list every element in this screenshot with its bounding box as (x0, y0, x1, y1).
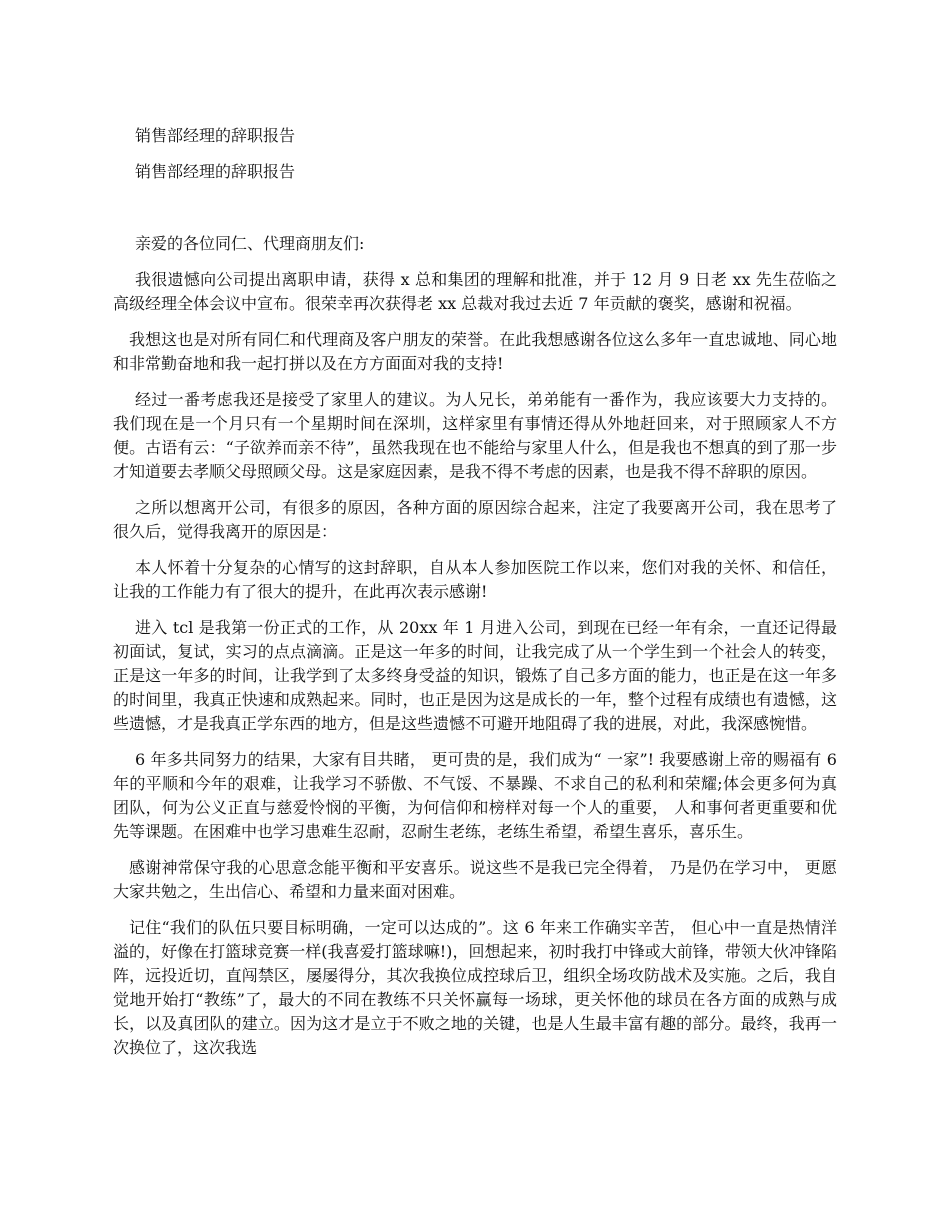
paragraph-3: 经过一番考虑我还是接受了家里人的建议。为人兄长，弟弟能有一番作为，我应该要大力支持的。我们现在是一个月只有一个星期时间在深圳，这样家里有事情还得从外地赶回来，对于照顾家人不方便。古语有云：“子欲养而亲不待”，虽然我现在也不能给与家里人什么，但是我也不想真的到了那一步才知道要去孝顺父母照顾父母。这是家庭因素，是我不得不考虑的因素，也是我不得不辞职的原因。 (113, 390, 837, 481)
paragraph-5: 本人怀着十分复杂的心情写的这封辞职，自从本人参加医院工作以来，您们对我的关怀、和信任，让我的工作能力有了很大的提升，在此再次表示感谢! (113, 558, 837, 601)
paragraph-7: 6 年多共同努力的结果，大家有目共睹， 更可贵的是，我们成为“ 一家”! 我要感谢上帝的赐福有 6 年的平顺和今年的艰难，让我学习不骄傲、不气馁、不暴躁、不求自己的私利和荣耀;体会更多何为真团队，何为公义正直与慈爱怜悯的平衡，为何信仰和榜样对每一个人的重要， 人和事何者更重要和优先等课题。在困难中也学习患难生忍耐，忍耐生老练，老练生希望，希望生喜乐，喜乐生。 (113, 750, 837, 841)
document-title: 销售部经理的辞职报告 (135, 126, 296, 145)
blank-gap (113, 196, 837, 232)
paragraph-8: 感谢神常保守我的心思意念能平衡和平安喜乐。说这些不是我已完全得着， 乃是仍在学习中， 更愿大家共勉之，生出信心、希望和力量来面对困难。 (113, 858, 837, 901)
paragraph-2: 我想这也是对所有同仁和代理商及客户朋友的荣誉。在此我想感谢各位这么多年一直忠诚地、同心地和非常勤奋地和我一起打拼以及在方方面面对我的支持! (113, 330, 837, 373)
paragraph-1: 我很遗憾向公司提出离职申请，获得 x 总和集团的理解和批准，并于 12 月 9 日老 xx 先生莅临之高级经理全体会议中宣布。很荣幸再次获得老 xx 总裁对我过去近 7 年贡献的褒奖，感谢和祝福。 (113, 270, 837, 313)
paragraph-6: 进入 tcl 是我第一份正式的工作，从 20xx 年 1 月进入公司，到现在已经一年有余，一直还记得最初面试，复试，实习的点点滴滴。正是这一年多的时间，让我完成了从一个学生到一个社会人的转变，正是这一年多的时间，让我学到了太多终身受益的知识，锻炼了自己多方面的能力，也正是在这一年多的时间里，我真正快速和成熟起来。同时，也正是因为这是成长的一年，整个过程有成绩也有遗憾，这些遗憾，才是我真正学东西的地方，但是这些遗憾不可避开地阻碍了我的进展，对此，我深感惋惜。 (113, 618, 837, 733)
salutation: 亲爱的各位同仁、代理商朋友们: (135, 234, 365, 253)
paragraph-9: 记住“我们的队伍只要目标明确，一定可以达成的”。这 6 年来工作确实辛苦， 但心中一直是热情洋溢的，好像在打篮球竞赛一样(我喜爱打篮球嘛!)，回想起来，初时我打中锋或大前锋，带领大伙冲锋陷阵，远投近切，直闯禁区，屡屡得分，其次我换位成控球后卫，组织全场攻防战术及实施。之后，我自觉地开始打“教练”了，最大的不同在教练不只关怀赢每一场球，更关怀他的球员在各方面的成熟与成长，以及真团队的建立。因为这才是立于不败之地的关键，也是人生最丰富有趣的部分。最终，我再一次换位了，这次我选 (113, 918, 837, 1057)
document-subtitle: 销售部经理的辞职报告 (135, 162, 296, 181)
paragraph-4: 之所以想离开公司，有很多的原因，各种方面的原因综合起来，注定了我要离开公司，我在思考了很久后，觉得我离开的原因是： (113, 498, 837, 541)
document-page (113, 124, 837, 1072)
